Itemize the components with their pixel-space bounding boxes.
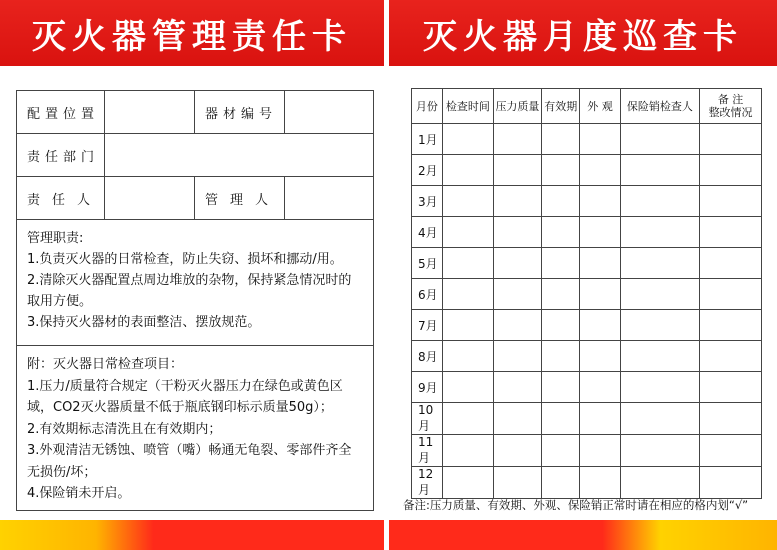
col-appearance: 外 观 (580, 89, 620, 124)
location-label: 配置位置 (17, 91, 105, 133)
month-cell: 11月 (412, 435, 443, 467)
inspection-entry-cell[interactable] (700, 403, 762, 435)
col-expiry: 有效期 (542, 89, 580, 124)
duties-heading: 管理职责: (27, 231, 84, 246)
inspection-entry-cell[interactable] (442, 435, 493, 467)
inspection-entry-cell[interactable] (493, 467, 541, 499)
inspection-entry-cell[interactable] (493, 217, 541, 248)
inspection-row (412, 186, 762, 217)
inspection-entry-cell[interactable] (493, 279, 541, 310)
row-location (17, 91, 373, 134)
inspection-card-title: 灭火器月度巡查卡 (389, 0, 777, 66)
check-item: 1.压力/质量符合规定（干粉灭火器压力在绿色或黄色区域，CO2灭火器质量不低于瓶底钢印标示质量50g）； (27, 378, 343, 415)
responsibility-card-title: 灭火器管理责任卡 (0, 0, 384, 66)
left-footer-band (0, 520, 384, 550)
inspection-entry-cell[interactable] (442, 372, 493, 403)
inspection-entry-cell[interactable] (620, 467, 699, 499)
inspection-entry-cell[interactable] (493, 403, 541, 435)
col-remarks: 备 注 整改情况 (700, 89, 762, 124)
inspection-entry-cell[interactable] (700, 467, 762, 499)
inspection-entry-cell[interactable] (580, 279, 620, 310)
inspection-entry-cell[interactable] (493, 155, 541, 186)
inspection-entry-cell[interactable] (493, 341, 541, 372)
month-cell: 3月 (412, 186, 443, 217)
inspection-entry-cell[interactable] (442, 155, 493, 186)
inspection-row (412, 279, 762, 310)
right-footer-band (389, 520, 777, 550)
inspection-entry-cell[interactable] (700, 217, 762, 248)
inspection-entry-cell[interactable] (542, 403, 580, 435)
month-cell: 1月 (412, 124, 443, 155)
department-value[interactable] (105, 134, 373, 176)
inspection-entry-cell[interactable] (493, 435, 541, 467)
month-cell: 6月 (412, 279, 443, 310)
inspection-entry-cell[interactable] (700, 279, 762, 310)
inspection-entry-cell[interactable] (442, 124, 493, 155)
inspection-entry-cell[interactable] (442, 467, 493, 499)
inspection-entry-cell[interactable] (442, 248, 493, 279)
inspection-row (412, 435, 762, 467)
duty-item: 2.清除灭火器配置点周边堆放的杂物，保持紧急情况时的取用方便。 (27, 273, 352, 309)
inspection-table (411, 88, 762, 499)
inspection-entry-cell[interactable] (620, 341, 699, 372)
month-cell: 7月 (412, 310, 443, 341)
inspection-entry-cell[interactable] (542, 279, 580, 310)
month-cell: 10月 (412, 403, 443, 435)
inspection-entry-cell[interactable] (700, 124, 762, 155)
department-label: 责任部门 (17, 134, 105, 176)
inspection-entry-cell[interactable] (542, 435, 580, 467)
inspection-entry-cell[interactable] (580, 403, 620, 435)
inspection-entry-cell[interactable] (620, 310, 699, 341)
inspection-entry-cell[interactable] (442, 341, 493, 372)
month-cell: 4月 (412, 217, 443, 248)
inspection-entry-cell[interactable] (580, 310, 620, 341)
inspection-entry-cell[interactable] (542, 467, 580, 499)
inspection-entry-cell[interactable] (493, 124, 541, 155)
inspection-entry-cell[interactable] (580, 155, 620, 186)
inspection-entry-cell[interactable] (580, 467, 620, 499)
equipment-no-value[interactable] (285, 91, 373, 133)
inspection-entry-cell[interactable] (442, 403, 493, 435)
inspection-row (412, 403, 762, 435)
inspection-entry-cell[interactable] (542, 124, 580, 155)
inspection-entry-cell[interactable] (542, 372, 580, 403)
inspection-note: 备注:压力质量、有效期、外观、保险销正常时请在相应的格内划“√” (403, 498, 749, 512)
inspection-entry-cell[interactable] (580, 341, 620, 372)
month-cell: 12月 (412, 467, 443, 499)
col-check-time: 检查时间 (442, 89, 493, 124)
check-item: 2.有效期标志清洗且在有效期内； (27, 421, 222, 437)
inspection-entry-cell[interactable] (620, 248, 699, 279)
inspection-row (412, 155, 762, 186)
inspection-entry-cell[interactable] (442, 310, 493, 341)
manager-value[interactable] (285, 177, 373, 219)
inspection-entry-cell[interactable] (620, 279, 699, 310)
duties-section (17, 220, 373, 346)
inspection-entry-cell[interactable] (620, 435, 699, 467)
month-cell: 9月 (412, 372, 443, 403)
inspection-entry-cell[interactable] (700, 186, 762, 217)
inspection-row (412, 248, 762, 279)
monthly-inspection-card (389, 0, 777, 550)
inspection-row (412, 341, 762, 372)
manager-label: 管理人 (195, 177, 285, 219)
inspection-entry-cell[interactable] (700, 341, 762, 372)
inspection-entry-cell[interactable] (620, 186, 699, 217)
checks-heading: 附：灭火器日常检查项目： (27, 357, 184, 372)
inspection-row (412, 124, 762, 155)
inspection-entry-cell[interactable] (542, 186, 580, 217)
inspection-entry-cell[interactable] (700, 248, 762, 279)
inspection-entry-cell[interactable] (580, 248, 620, 279)
inspection-entry-cell[interactable] (580, 217, 620, 248)
inspection-entry-cell[interactable] (542, 248, 580, 279)
row-department (17, 134, 373, 177)
inspection-entry-cell[interactable] (493, 248, 541, 279)
inspection-entry-cell[interactable] (620, 217, 699, 248)
inspection-entry-cell[interactable] (620, 372, 699, 403)
inspection-entry-cell[interactable] (580, 124, 620, 155)
duty-item: 3.保持灭火器材的表面整洁、摆放规范。 (27, 315, 261, 330)
inspection-row (412, 372, 762, 403)
inspection-entry-cell[interactable] (620, 403, 699, 435)
inspection-entry-cell[interactable] (700, 372, 762, 403)
inspection-entry-cell[interactable] (542, 310, 580, 341)
duty-item: 1.负责灭火器的日常检查，防止失窃、损坏和挪动/用。 (27, 252, 343, 267)
inspection-entry-cell[interactable] (442, 186, 493, 217)
responsibility-card (0, 0, 384, 550)
inspection-entry-cell[interactable] (542, 217, 580, 248)
inspection-entry-cell[interactable] (580, 186, 620, 217)
inspection-entry-cell[interactable] (493, 186, 541, 217)
col-month: 月份 (412, 89, 443, 124)
col-pin-inspector: 保险销检查人 (620, 89, 699, 124)
inspection-entry-cell[interactable] (542, 155, 580, 186)
inspection-entry-cell[interactable] (700, 310, 762, 341)
inspection-row (412, 467, 762, 499)
inspection-row (412, 217, 762, 248)
checks-section (17, 346, 373, 510)
row-persons (17, 177, 373, 220)
location-value[interactable] (105, 91, 195, 133)
check-item: 4.保险销未开启。 (27, 486, 131, 501)
responsible-person-label: 责任人 (17, 177, 105, 219)
inspection-entry-cell[interactable] (493, 310, 541, 341)
inspection-entry-cell[interactable] (620, 155, 699, 186)
col-pressure: 压力质量 (493, 89, 541, 124)
inspection-entry-cell[interactable] (580, 435, 620, 467)
inspection-entry-cell[interactable] (700, 155, 762, 186)
inspection-entry-cell[interactable] (493, 372, 541, 403)
inspection-row (412, 310, 762, 341)
inspection-entry-cell[interactable] (620, 124, 699, 155)
month-cell: 8月 (412, 341, 443, 372)
responsible-person-value[interactable] (105, 177, 195, 219)
inspection-entry-cell[interactable] (700, 435, 762, 467)
inspection-entry-cell[interactable] (542, 341, 580, 372)
inspection-entry-cell[interactable] (442, 217, 493, 248)
month-cell: 2月 (412, 155, 443, 186)
inspection-entry-cell[interactable] (442, 279, 493, 310)
check-item: 3.外观清洁无锈蚀、喷管（嘴）畅通无龟裂、零部件齐全无损伤/坏； (27, 443, 352, 480)
inspection-entry-cell[interactable] (580, 372, 620, 403)
inspection-header-row (412, 89, 762, 124)
equipment-no-label: 器材编号 (195, 91, 285, 133)
month-cell: 5月 (412, 248, 443, 279)
responsibility-table (16, 90, 374, 511)
